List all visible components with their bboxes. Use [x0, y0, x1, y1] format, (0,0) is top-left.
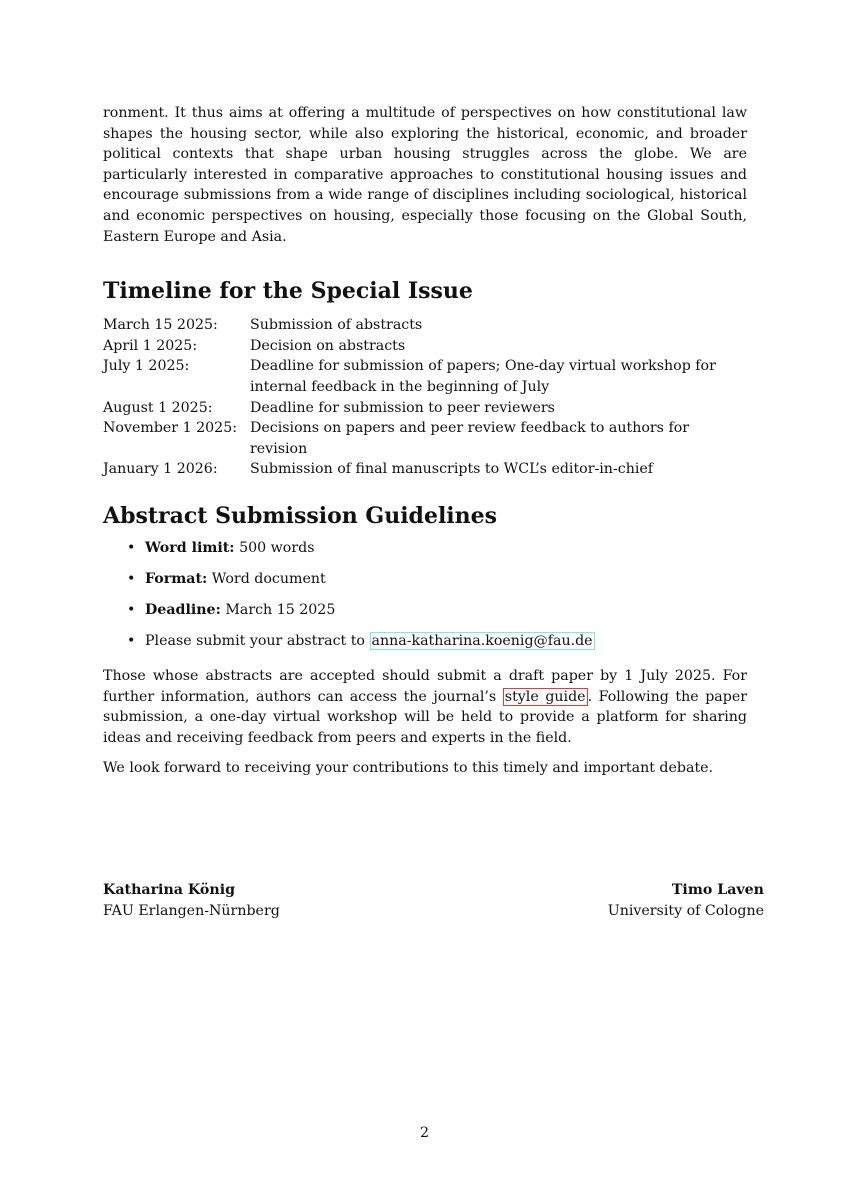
timeline-date: March 15 2025: — [103, 317, 218, 334]
timeline-event: Submission of final manuscripts to WCL’s editor-in-chief — [250, 461, 654, 478]
timeline-table — [103, 315, 747, 480]
page-body — [103, 103, 747, 779]
timeline-row — [103, 398, 747, 419]
timeline-row — [103, 356, 747, 397]
author-affiliation: FAU Erlangen-Nürnberg — [103, 903, 280, 919]
timeline-event: Submission of abstracts — [250, 317, 423, 334]
author-name: Katharina König — [103, 882, 236, 898]
timeline-row — [103, 418, 747, 459]
submit-text: Please submit your abstract to — [145, 632, 365, 649]
timeline-event: Deadline for submission to peer reviewers — [250, 399, 555, 416]
guideline-value: Word document — [211, 570, 326, 587]
guideline-label: Deadline: — [145, 601, 221, 618]
signature-left — [103, 880, 280, 922]
signature-right — [608, 880, 764, 922]
timeline-date: July 1 2025: — [103, 358, 190, 375]
guideline-label: Format: — [145, 570, 208, 587]
bullet-icon: • — [127, 601, 136, 618]
timeline-event: Decisions on papers and peer review feedback to authors for revision — [250, 420, 690, 457]
timeline-date: April 1 2025: — [103, 337, 198, 354]
guidelines-heading: Abstract Submission Guidelines — [103, 502, 498, 529]
page-number: 2 — [419, 1125, 430, 1141]
after-paragraph — [103, 666, 747, 748]
intro-paragraph: ronment. It thus aims at offering a multitude of perspectives on how constitutional law shapes the housing sector, while also exploring the historical, economic, and broader political contexts that shape urban housing struggles across the globe. We are particularly interested in comparative approaches to constitutional housing issues and encourage submissions from a wide range of disciplines including sociological, historical and economic perspectives on housing, especially those focusing on the Global South, Eastern Europe and Asia. — [103, 105, 747, 245]
after-text-1: Those whose abstracts are accepted should submit a draft paper by 1 July 2025. For further information, authors can access the journal’s — [103, 667, 747, 705]
author-affiliation: University of Cologne — [607, 903, 764, 919]
list-item — [127, 600, 747, 631]
list-item — [127, 569, 747, 600]
timeline-row — [103, 459, 747, 480]
email-link[interactable]: anna-katharina.koenig@fau.de — [371, 632, 593, 649]
timeline-event: Deadline for submission of papers; One-day virtual workshop for internal feedback in the beginning of July — [250, 358, 716, 395]
author-name: Timo Laven — [671, 882, 764, 898]
bullet-icon: • — [127, 632, 136, 649]
after-text-2: . Following the paper submission, a one-day virtual workshop will be held to provide a platform for sharing ideas and receiving feedback from peers and experts in the field. — [103, 688, 747, 746]
timeline-row — [103, 336, 747, 357]
closing-paragraph: We look forward to receiving your contributions to this timely and important debate. — [103, 760, 714, 777]
guidelines-list — [103, 538, 747, 662]
bullet-icon: • — [127, 570, 136, 587]
list-item — [127, 538, 747, 569]
style-guide-link[interactable]: style guide — [504, 688, 586, 705]
timeline-date: January 1 2026: — [103, 461, 218, 478]
guideline-label: Word limit: — [145, 539, 235, 556]
timeline-event: Decision on abstracts — [250, 337, 406, 354]
bullet-icon: • — [127, 539, 136, 556]
timeline-date: November 1 2025: — [103, 420, 238, 437]
guideline-value: 500 words — [239, 539, 315, 556]
list-item — [127, 631, 747, 662]
timeline-row — [103, 315, 747, 336]
guideline-value: March 15 2025 — [225, 601, 336, 618]
timeline-date: August 1 2025: — [103, 399, 213, 416]
timeline-heading: Timeline for the Special Issue — [103, 278, 473, 305]
